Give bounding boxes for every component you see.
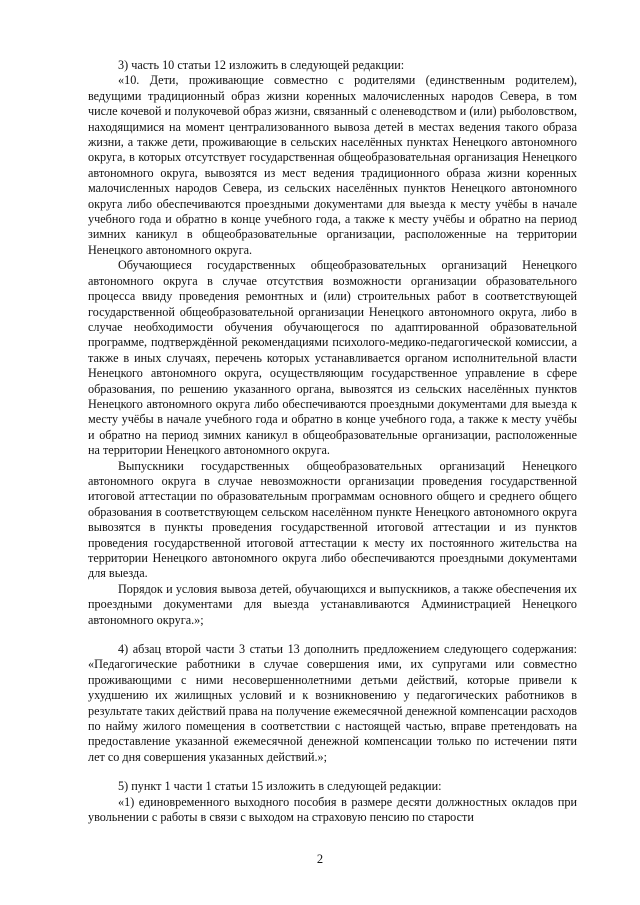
page-number: 2	[316, 852, 324, 866]
paragraph-graduates-transport: Выпускники государственных общеобразовательных организаций Ненецкого автономного округа в случае невозможности организации проведения государственной итоговой аттестации по образовательным программам основного общего и среднего общего образования в соответствующем сельском населённом пункте Ненецкого автономного округа вывозятся в пункты проведения государственной итоговой аттестации и из пунктов проведения государственной итоговой аттестации к месту их постоянного жительства на территории Ненецкого автономного округа либо обеспечиваются проездными документами для выезда.	[88, 458, 577, 581]
paragraph-item-3-heading: 3) часть 10 статьи 12 изложить в следующей редакции:	[118, 58, 405, 72]
paragraph-part-10-text: «10. Дети, проживающие совместно с родителями (единственным родителем), ведущими традиционный образ жизни коренных малочисленных народов Севера, в том числе кочевой и полукочевой образ жизни, связанный с оленеводством и (или) рыболовством, находящимися на момент централизованного вывоза детей в местах ведения такого образа жизни, а также дети, проживающие в сельских населённых пунктах Ненецкого автономного округа, в которых отсутствует государственная общеобразовательная организация Ненецкого автономного округа, вывозятся из мест ведения традиционного образа жизни коренных малочисленных народов Севера, из сельских населённых пунктов Ненецкого автономного округа либо обеспечиваются проездными документами для выезда к месту учёбы в начале учебного года и обратно в конце учебного года, а также к месту учёбы и обратно на период зимних каникул в общеобразовательные организации, расположенные на территории Ненецкого автономного округа.	[88, 73, 577, 257]
paragraph-item-4: 4) абзац второй части 3 статьи 13 дополнить предложением следующего содержания: «Педагогические работники в случае совершения ими, их супругами или совместно проживающими с ними несовершеннолетними детьми действий, которые привели к ухудшению их жилищных условий и к возникновению у педагогических работников в результате таких действий права на получение ежемесячной денежной компенсации расходов по найму жилого помещения в соответствии с настоящей частью, вправе претендовать на предоставление указанной ежемесячной денежной компенсации только по истечении пяти лет со дня совершения указанных действий.»;	[88, 642, 577, 764]
paragraph-procedure: Порядок и условия вывоза детей, обучающихся и выпускников, а также обеспечения их проездными документами для выезда устанавливаются Администрацией Ненецкого автономного округа.»;	[88, 581, 577, 627]
paragraph-students-transport: Обучающиеся государственных общеобразовательных организаций Ненецкого автономного округа в случае отсутствия возможности организации образовательного процесса ввиду проведения ремонтных и (или) строительных работ в соответствующей государственной общеобразовательной организации Ненецкого автономного округа, либо в случае необходимости обучения обучающегося по адаптированной образовательной программе, подтверждённой рекомендациями психолого-медико-педагогической комиссии, а также в иных случаях, перечень которых устанавливается органом исполнительной власти Ненецкого автономного округа, осуществляющим государственное управление в сфере образования, по решению указанного органа, вывозятся из сельских населённых пунктов Ненецкого автономного округа либо обеспечиваются проездными документами для выезда к месту учёбы в начале учебного года и обратно в конце учебного года, а также к месту учёбы и обратно на период зимних каникул в общеобразовательные организации, расположенные на территории Ненецкого автономного округа.	[88, 258, 577, 458]
document-body	[88, 58, 577, 826]
paragraph-item-5-heading: 5) пункт 1 части 1 статьи 15 изложить в следующей редакции:	[118, 779, 442, 794]
paragraph-item-5-text: «1) единовременного выходного пособия в размере десяти должностных окладов при увольнении с работы в связи с выходом на страховую пенсию по старости	[88, 794, 577, 825]
